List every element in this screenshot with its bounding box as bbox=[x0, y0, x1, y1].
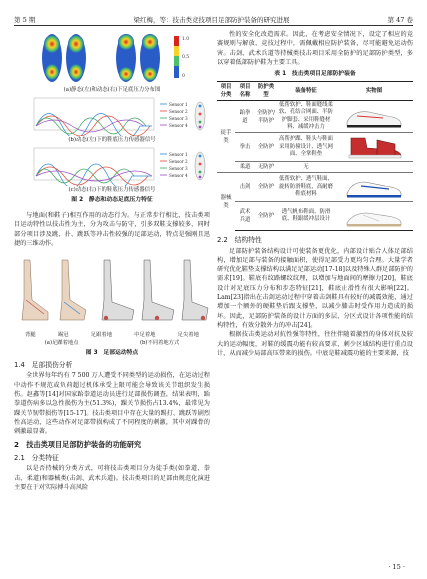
section-2-2-title: 2.2 结构特性 bbox=[217, 236, 262, 245]
fig3-sub-a: (a)足踝着地点 bbox=[44, 340, 79, 347]
page-number: · 15 · bbox=[388, 563, 405, 571]
table-1-cell-type: 全防护 bbox=[255, 133, 277, 162]
heel-strike-foot bbox=[102, 260, 134, 320]
figure-3-caption: 图 3 足部运动特点 bbox=[85, 350, 139, 357]
header-volume: 第 47 卷 bbox=[387, 16, 413, 24]
legend-b bbox=[160, 102, 188, 128]
table-1-cell-name: 击剑 bbox=[235, 173, 255, 202]
table-1-cell-name: 拳击 bbox=[235, 133, 255, 162]
foot-movement-illustration bbox=[14, 250, 210, 332]
header-title: 梁红梅，等：技击类竞技项目足部防护装备的研究进展 bbox=[133, 16, 290, 24]
table-row bbox=[217, 202, 413, 231]
table-1-group-unarmed: 徒手类 bbox=[217, 101, 235, 173]
figure-2a-caption: (a)静态(左)和动态(右)下足底压力分布图 bbox=[63, 87, 161, 93]
figure-3-subcaptions bbox=[14, 340, 210, 348]
section-1-4-text: 全世界每年约有 7 500 万人遭受不同类型的运动损伤，在运动过程中动作不规范或负荷超过机体承受上限可能会导致该关节组织发生损伤。赵鑫等[14]对国家跆拳道运动员进行足部损伤调查，结果表明，跆拳道伤病多以急性损伤为主(51.3%)，踝关节损伤占13.4%，最常见为踝关节韧带损伤等[15-17]。技击类项目中存在大量的踢打、跳跃等剧烈性高运动，这些动作对足部带损构成了不同程度的刺激，其中对踝骨的刺激最显著。 bbox=[14, 372, 210, 436]
table-1-cell-desc: 高帮护踝、鞋头与鞋面采用防撞设计、透气网面、全掌鞋垫 bbox=[277, 133, 335, 162]
table-row bbox=[217, 133, 413, 162]
figure-2 bbox=[14, 30, 210, 208]
table-1-cell-image bbox=[335, 162, 413, 173]
section-2-title: 2 技击类项目足部防护装备的功能研究 bbox=[14, 440, 142, 450]
static-foot-left bbox=[42, 34, 62, 82]
static-foot-right bbox=[66, 34, 86, 82]
table-1-header-category: 项目分类 bbox=[217, 81, 235, 100]
running-header bbox=[14, 10, 413, 24]
legend-c-item-3: Sensor 3 bbox=[169, 166, 188, 172]
ankle-diagram-1 bbox=[22, 260, 48, 320]
table-1-cell-type: 全防护 bbox=[255, 173, 277, 202]
sensor-signal-chart-c bbox=[14, 146, 210, 186]
forefoot-strike-foot bbox=[182, 260, 208, 320]
table-1-header-features: 装备特征 bbox=[277, 81, 335, 100]
table-1-cell-image bbox=[335, 202, 413, 231]
header-rule bbox=[14, 25, 413, 26]
boxing-shoe-image bbox=[343, 134, 405, 160]
legend-b-item-4: Sensor 4 bbox=[169, 123, 188, 129]
table-1-title: 表 1 技击类项目足部防护装备 bbox=[274, 71, 356, 78]
fencing-shoe-image bbox=[343, 174, 405, 200]
table-1-cell-image bbox=[335, 133, 413, 162]
figure-3-labels bbox=[14, 332, 210, 340]
fig3-label-1: 背腿 bbox=[25, 332, 36, 339]
ankle-diagram-2 bbox=[60, 260, 86, 320]
table-1-cell-type: 全防护 bbox=[255, 202, 277, 231]
left-column bbox=[14, 30, 210, 492]
dynamic-foot-left bbox=[116, 34, 136, 82]
fig3-label-3: 足跟着地 bbox=[90, 332, 112, 339]
fig3-label-5: 足尖着地 bbox=[177, 332, 199, 339]
table-1-cell-type: 全防护/半防护 bbox=[255, 101, 277, 133]
midfoot-strike-foot bbox=[142, 260, 174, 320]
table-1 bbox=[217, 81, 413, 232]
table-row bbox=[217, 173, 413, 202]
legend-c-item-1: Sensor 1 bbox=[169, 152, 188, 158]
figure-2-caption: 图 2 静态和动态足底压力特征 bbox=[71, 197, 153, 204]
pressure-colorbar bbox=[174, 36, 189, 79]
figure-2c-caption: (c)动态(右)下的鞋底压力传感器信号 bbox=[68, 187, 156, 194]
figure-3 bbox=[14, 250, 210, 358]
wushu-shoe-image bbox=[343, 203, 405, 229]
legend-b-item-2: Sensor 2 bbox=[169, 109, 188, 115]
right-column bbox=[217, 30, 413, 358]
shoe-sensor-layout-b bbox=[195, 102, 205, 130]
table-row bbox=[217, 101, 413, 133]
section-2-2-text: 足部防护装备结构设计可使装备更优化，内部设计贴合人体足部结构，增加足部与装备的接触面积，使得足部受力更均匀合理。大量学者研究优化鞋垫支撑结构以满足足部运动[17-18]以及特殊人群足部防护的需求[19]。鞋底有纹路螺纹纹理，以增加与地面间的摩擦力[20]，鞋底设计对足底压力分布和步态特征[21]，鞋底止滑性有很大影响[22]。Lam[23]指出在击剑运动过程中穿着击剑鞋具有较好的减震效能，通过增加一个额外的硬鞋垫后跟支撑垫，以减少膝击时受作用力造成的损坏。因此，足部防护装备的设计方面的多层，分区式设计各项性能的结构特性，有效分散外力的冲击[24]。 bbox=[217, 247, 413, 329]
figure-2b-caption: (b)动态(左)下的鞋底压力传感器信号 bbox=[68, 137, 156, 144]
pressure-map-figure bbox=[14, 30, 210, 86]
table-1-cell-image bbox=[335, 173, 413, 202]
colorbar-tick-min: 0 bbox=[182, 74, 185, 79]
section-2-1-title: 2.1 分类特征 bbox=[14, 454, 59, 463]
header-issue: 第 5 期 bbox=[14, 16, 36, 24]
table-row bbox=[217, 162, 413, 173]
section-1-4-title: 1.4 足部损伤分析 bbox=[14, 361, 73, 370]
legend-b-item-1: Sensor 1 bbox=[169, 102, 188, 108]
table-1-header-image: 实物图 bbox=[335, 81, 413, 100]
table-1-cell-name: 武术兵道 bbox=[235, 202, 255, 231]
table-1-cell-type: 无防护 bbox=[255, 162, 277, 173]
fig3-label-4: 中足着地 bbox=[134, 332, 156, 339]
table-1-cell-desc: 透气帆布鞋面、防滑底、鞋跟缓冲层设计 bbox=[277, 202, 335, 231]
paragraph-shock-absorption: 根据技击类运动对抗性强等特性，往往伴随着激烈的身体对抗及较大的运动幅度，对鞋的缓震功能有较高要求，刺少区域结构进行重点设计，从而减少局部高压带来的损伤。中底是鞋减震功能的主要来源，技 bbox=[217, 331, 413, 357]
table-1-header-type: 防护类型 bbox=[255, 81, 277, 100]
table-1-cell-desc: 低帮软护、鞋面缝线柔软、孔结合网面、半防护脚套、采用鞋缝材料、减缓冲击力 bbox=[277, 101, 335, 133]
legend-c-item-4: Sensor 4 bbox=[169, 173, 188, 179]
table-1-cell-name: 柔道 bbox=[235, 162, 255, 173]
colorbar-tick-mid: 0.5 bbox=[182, 55, 190, 60]
table-1-cell-desc: 低帮软护、透气鞋面、旋转防滑鞋底，高耐磨鞋底材料 bbox=[277, 173, 335, 202]
paragraph-dynamic-behavior: 与地面(和鞋子)相互作用的动态行为。与正常步行相比，技击类项目运动特性以技击性为主，分为攻击与防守，引多双鞋支撑较多，同时部分项目涉及跳、扑、跳跃等冲击性较强的足部运动，特点是强刚且迅捷的三维动作。 bbox=[14, 212, 210, 247]
table-1-header-row bbox=[217, 81, 413, 100]
table-1-cell-desc: 无 bbox=[277, 162, 335, 173]
sensor-signal-chart-b bbox=[14, 96, 210, 136]
fig3-sub-b: (b)不同着地方式 bbox=[139, 340, 180, 347]
dynamic-foot-right bbox=[140, 34, 160, 82]
table-1-cell-image bbox=[335, 101, 413, 133]
shoe-sensor-layout-c bbox=[195, 152, 205, 180]
table-1-header-name: 项目名称 bbox=[235, 81, 255, 100]
section-2-1-text: 以是否持械的分类方式，可将技击类项目分为徒手类(如拳道、拳击、柔道)和器械类(击剑、武术兵道)。技击类项目的足部由规范化演进主要在于对实际搏斗高风险 bbox=[14, 465, 210, 492]
legend-b-item-3: Sensor 3 bbox=[169, 116, 188, 122]
legend-c-item-2: Sensor 2 bbox=[169, 159, 188, 165]
table-1-group-armed: 器械类 bbox=[217, 173, 235, 231]
taekwondo-shoe-image bbox=[343, 104, 405, 130]
colorbar-tick-max: 1.0 bbox=[182, 37, 190, 42]
table-1-cell-name: 跆拳道 bbox=[235, 101, 255, 133]
fig3-label-2: 踢冠 bbox=[57, 332, 69, 339]
paragraph-safety: 性的安全化改造需求。因此，在考虑安全情况下，设定了相应的竞赛规则与解放、竞技过程中，需佩戴相应防护装备，尽可能避免运动伤害。击剑、武术兵道等持械类技击项目采用全防护的足部防护类型，多以穿着低部防护鞋为主要工具。 bbox=[217, 31, 413, 66]
legend-c bbox=[160, 152, 188, 178]
